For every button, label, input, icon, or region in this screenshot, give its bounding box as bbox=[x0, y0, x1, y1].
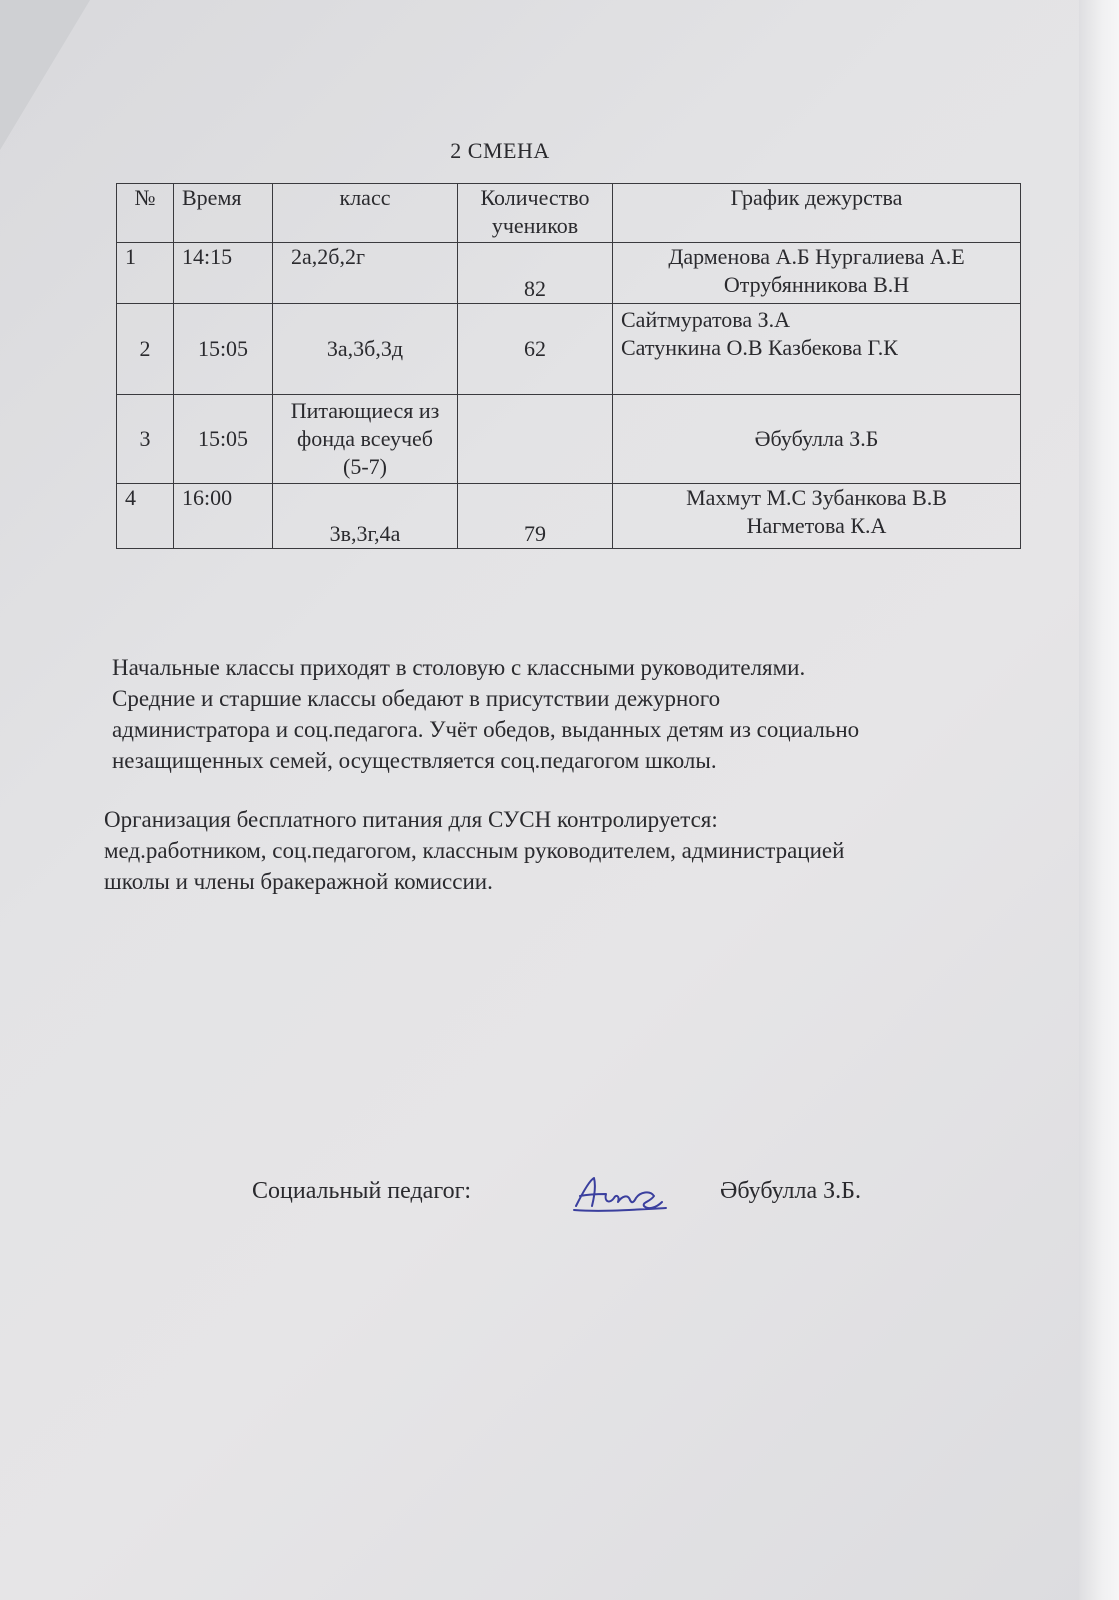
duty-line: Әбубулла З.Б bbox=[754, 426, 879, 451]
row-class: 3а,3б,3д bbox=[273, 304, 458, 395]
header-num: № bbox=[117, 184, 174, 243]
paragraph-line: школы и члены бракеражной комиссии. bbox=[104, 869, 493, 894]
paragraph-line: мед.работником, соц.педагогом, классным руководителем, администрацией bbox=[104, 838, 845, 863]
table-row bbox=[117, 304, 1021, 395]
header-duty: График дежурства bbox=[613, 184, 1021, 243]
handwritten-signature bbox=[570, 1172, 670, 1216]
signature-row bbox=[252, 1166, 952, 1216]
duty-line: Сайтмуратова З.А bbox=[621, 307, 791, 332]
row-count: 62 bbox=[458, 304, 613, 395]
row-count: 79 bbox=[458, 484, 613, 549]
duty-line: Дарменова А.Б Нургалиева А.Е bbox=[668, 244, 965, 269]
table-row bbox=[117, 484, 1021, 549]
table-row bbox=[117, 395, 1021, 484]
row-time: 14:15 bbox=[174, 243, 273, 304]
paragraph-line: администратора и соц.педагога. Учёт обедов, выданных детям из социально bbox=[112, 717, 860, 742]
row-time: 15:05 bbox=[174, 304, 273, 395]
row-duty bbox=[613, 304, 1021, 395]
signer-title: Социальный педагог: bbox=[252, 1178, 472, 1204]
header-count: Количество учеников bbox=[458, 184, 613, 243]
table-header-row bbox=[117, 184, 1021, 243]
row-count bbox=[458, 395, 613, 484]
control-paragraph bbox=[104, 804, 1009, 897]
row-num: 4 bbox=[117, 484, 174, 549]
shift-title: 2 СМЕНА bbox=[450, 138, 550, 163]
paragraph-line: Организация бесплатного питания для СУСН контролируется: bbox=[104, 807, 718, 832]
duty-line: Махмут М.С Зубанкова В.В bbox=[686, 485, 947, 510]
paragraph-line: Средние и старшие классы обедают в присутствии дежурного bbox=[112, 686, 721, 711]
paragraph-line: незащищенных семей, осуществляется соц.педагогом школы. bbox=[112, 748, 717, 773]
duty-line: Отрубянникова В.Н bbox=[723, 272, 910, 297]
row-class: 3в,3г,4а bbox=[273, 484, 458, 549]
duty-schedule-table bbox=[116, 183, 1021, 549]
row-duty bbox=[613, 395, 1021, 484]
duty-line: Сатункина О.В Казбекова Г.К bbox=[621, 335, 898, 360]
row-time: 15:05 bbox=[174, 395, 273, 484]
header-class: класс bbox=[273, 184, 458, 243]
row-class: 2а,2б,2г bbox=[273, 243, 458, 304]
row-class: Питающиеся из фонда всеучеб (5-7) bbox=[273, 395, 458, 484]
header-time: Время bbox=[174, 184, 273, 243]
table-row bbox=[117, 243, 1021, 304]
row-num: 2 bbox=[117, 304, 174, 395]
paragraph-line: Начальные классы приходят в столовую с классными руководителями. bbox=[112, 655, 806, 680]
duty-line: Нагметова К.А bbox=[746, 513, 887, 538]
row-duty bbox=[613, 484, 1021, 549]
row-num: 3 bbox=[117, 395, 174, 484]
row-time: 16:00 bbox=[174, 484, 273, 549]
row-count: 82 bbox=[458, 243, 613, 304]
lunch-rules-paragraph bbox=[112, 652, 1017, 776]
row-num: 1 bbox=[117, 243, 174, 304]
row-duty bbox=[613, 243, 1021, 304]
signer-name: Әбубулла З.Б. bbox=[720, 1178, 861, 1204]
